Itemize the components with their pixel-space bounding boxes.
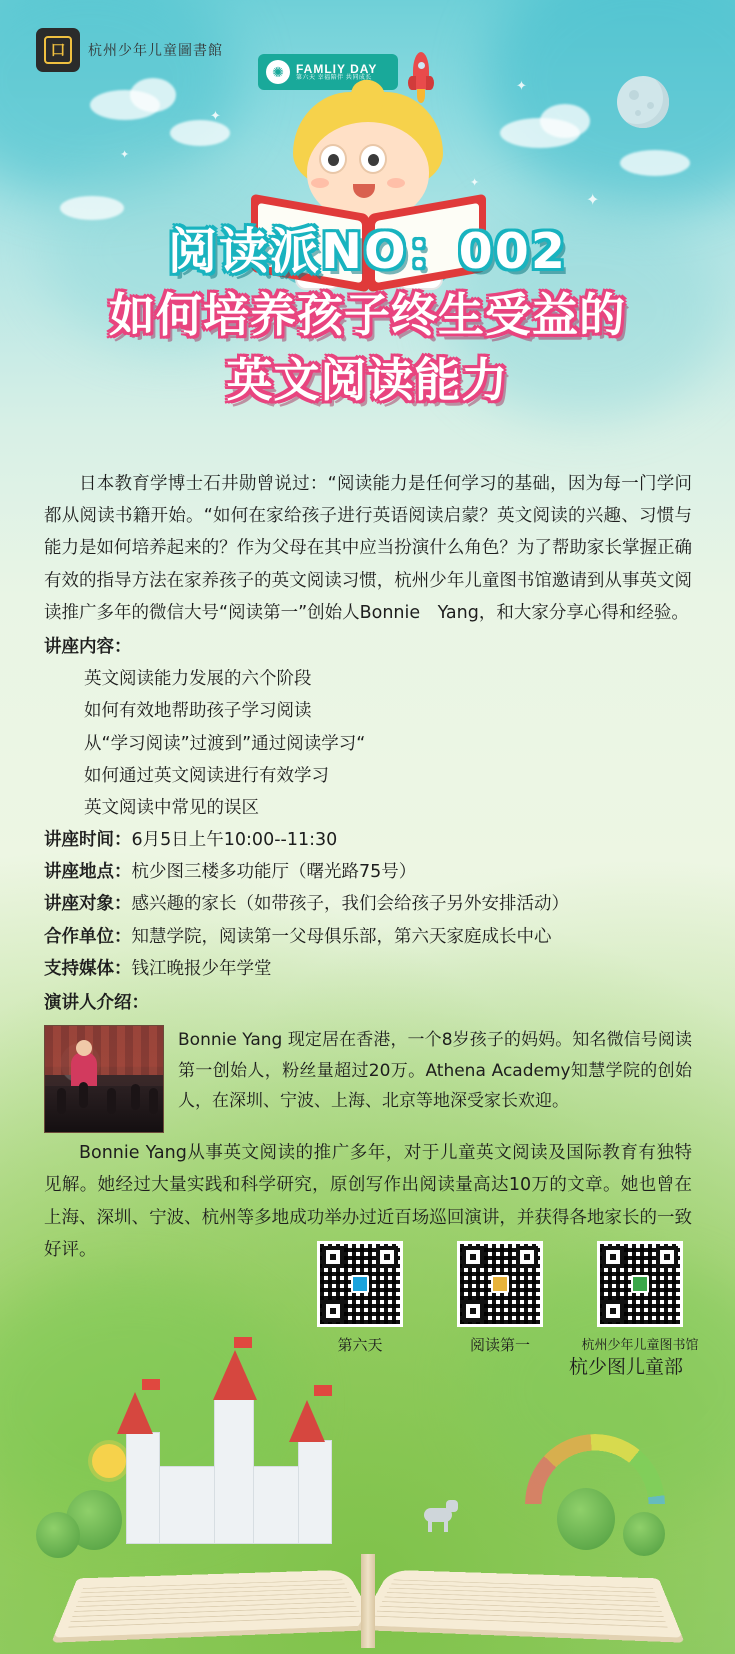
agenda-item: 英文阅读中常见的误区 [84,797,259,818]
qr-caption: 第六天 [337,1336,383,1354]
speaker-photo [44,1025,164,1133]
qr-code-icon[interactable] [457,1241,543,1327]
info-label: 讲座地点： [44,862,132,883]
cloud-icon [170,120,230,146]
qr-caption: 杭州少年儿童图书馆 [581,1338,699,1353]
info-row-partners [44,921,692,953]
poster-body [44,468,692,1266]
library-name: 杭州少年儿童圖書館 [88,44,223,59]
poster-title [0,225,735,410]
info-row-media [44,953,692,985]
bottom-illustration [0,1324,735,1654]
info-label: 讲座对象： [44,894,132,915]
info-row-audience [44,888,692,920]
cloud-icon [60,196,124,220]
info-value: 杭少图三楼多功能厅（曙光路75号） [131,862,417,883]
info-label: 合作单位： [44,926,132,947]
agenda-list [44,663,692,824]
signature: 杭少图儿童部 [568,1356,683,1378]
info-value: 感兴趣的家长（如带孩子，我们会给孩子另外安排活动） [131,894,569,915]
qr-caption: 阅读第一 [469,1336,530,1354]
speaker-detail: Bonnie Yang从事英文阅读的推广多年，对于儿童英文阅读及国际教育有独特见解。她经过大量实践和科学研究，原创写作出阅读量高达10万的文章。她也曾在上海、深圳、宁波、杭州等多地成功举办过近百场巡回演讲，并获得各地家长的一致好评。 [44,1143,692,1260]
agenda-item: 如何有效地帮助孩子学习阅读 [84,701,312,722]
open-book-illustration [68,1528,668,1648]
castle-illustration [118,1369,348,1544]
flag-icon [234,1337,252,1348]
speaker-block [44,1025,692,1133]
family-day-icon: ✺ [266,60,290,84]
family-day-subtitle: 第六天 幸福陪伴 共同成长 [296,75,372,82]
info-row-place [44,856,692,888]
library-logo-icon: 口 [36,28,80,72]
agenda-item: 英文阅读能力发展的六个阶段 [84,669,312,690]
cloud-icon [130,78,176,112]
flag-icon [142,1379,160,1390]
speaker-label: 演讲人介绍： [44,993,149,1013]
info-label: 支持媒体： [44,958,132,979]
poster-header [0,22,735,80]
title-line-1: 阅读派NO：002 [168,223,567,280]
qr-code-icon[interactable] [597,1241,683,1327]
star-icon: ✦ [586,192,600,209]
qr-code-icon[interactable] [317,1241,403,1327]
info-value: 6月5日上午10:00--11:30 [131,830,338,851]
star-icon: ✦ [120,149,130,161]
family-day-title: FAMLIY DAY [296,61,378,76]
star-icon: ✦ [470,177,480,189]
agenda-item: 如何通过英文阅读进行有效学习 [84,765,329,786]
title-line-3: 英文阅读能力 [226,352,509,407]
star-icon: ✦ [516,78,527,93]
library-logo [36,28,223,72]
cloud-icon [620,150,690,176]
star-icon: ✦ [210,108,221,123]
agenda-label: 讲座内容： [44,636,132,657]
info-value: 知慧学院，阅读第一父母俱乐部，第六天家庭成长中心 [131,926,552,947]
info-value: 钱江晚报少年学堂 [131,958,272,979]
flag-icon [314,1385,332,1396]
cloud-icon [540,104,590,138]
info-row-time [44,824,692,856]
speaker-intro: Bonnie Yang 现定居在香港，一个8岁孩子的妈妈。知名微信号阅读第一创始人，粉丝量超过20万。Athena Academy知慧学院的创始人，在深圳、宁波、上海、北京等地深受家长欢迎。 [178,1030,692,1112]
intro-paragraph: 日本教育学博士石井勋曾说过：“阅读能力是任何学习的基础，因为每一门学问都从阅读书籍开始。“如何在家给孩子进行英语阅读启蒙？英文阅读的兴趣、习惯与能力是如何培养起来的？作为父母在其中应当扮演什么角色？为了帮助家长掌握正确有效的指导方法在家养孩子的英文阅读习惯，杭州少年儿童图书馆邀请到从事英文阅读推广多年的微信大号“阅读第一”创始人Bonnie Yang，和大家分享心得和经验。 [44,474,692,623]
moon-icon [617,76,669,128]
info-label: 讲座时间： [44,830,132,851]
title-line-2: 如何培养孩子终生受益的 [109,287,626,342]
agenda-item: 从“学习阅读”过渡到”通过阅读学习“ [84,733,366,754]
